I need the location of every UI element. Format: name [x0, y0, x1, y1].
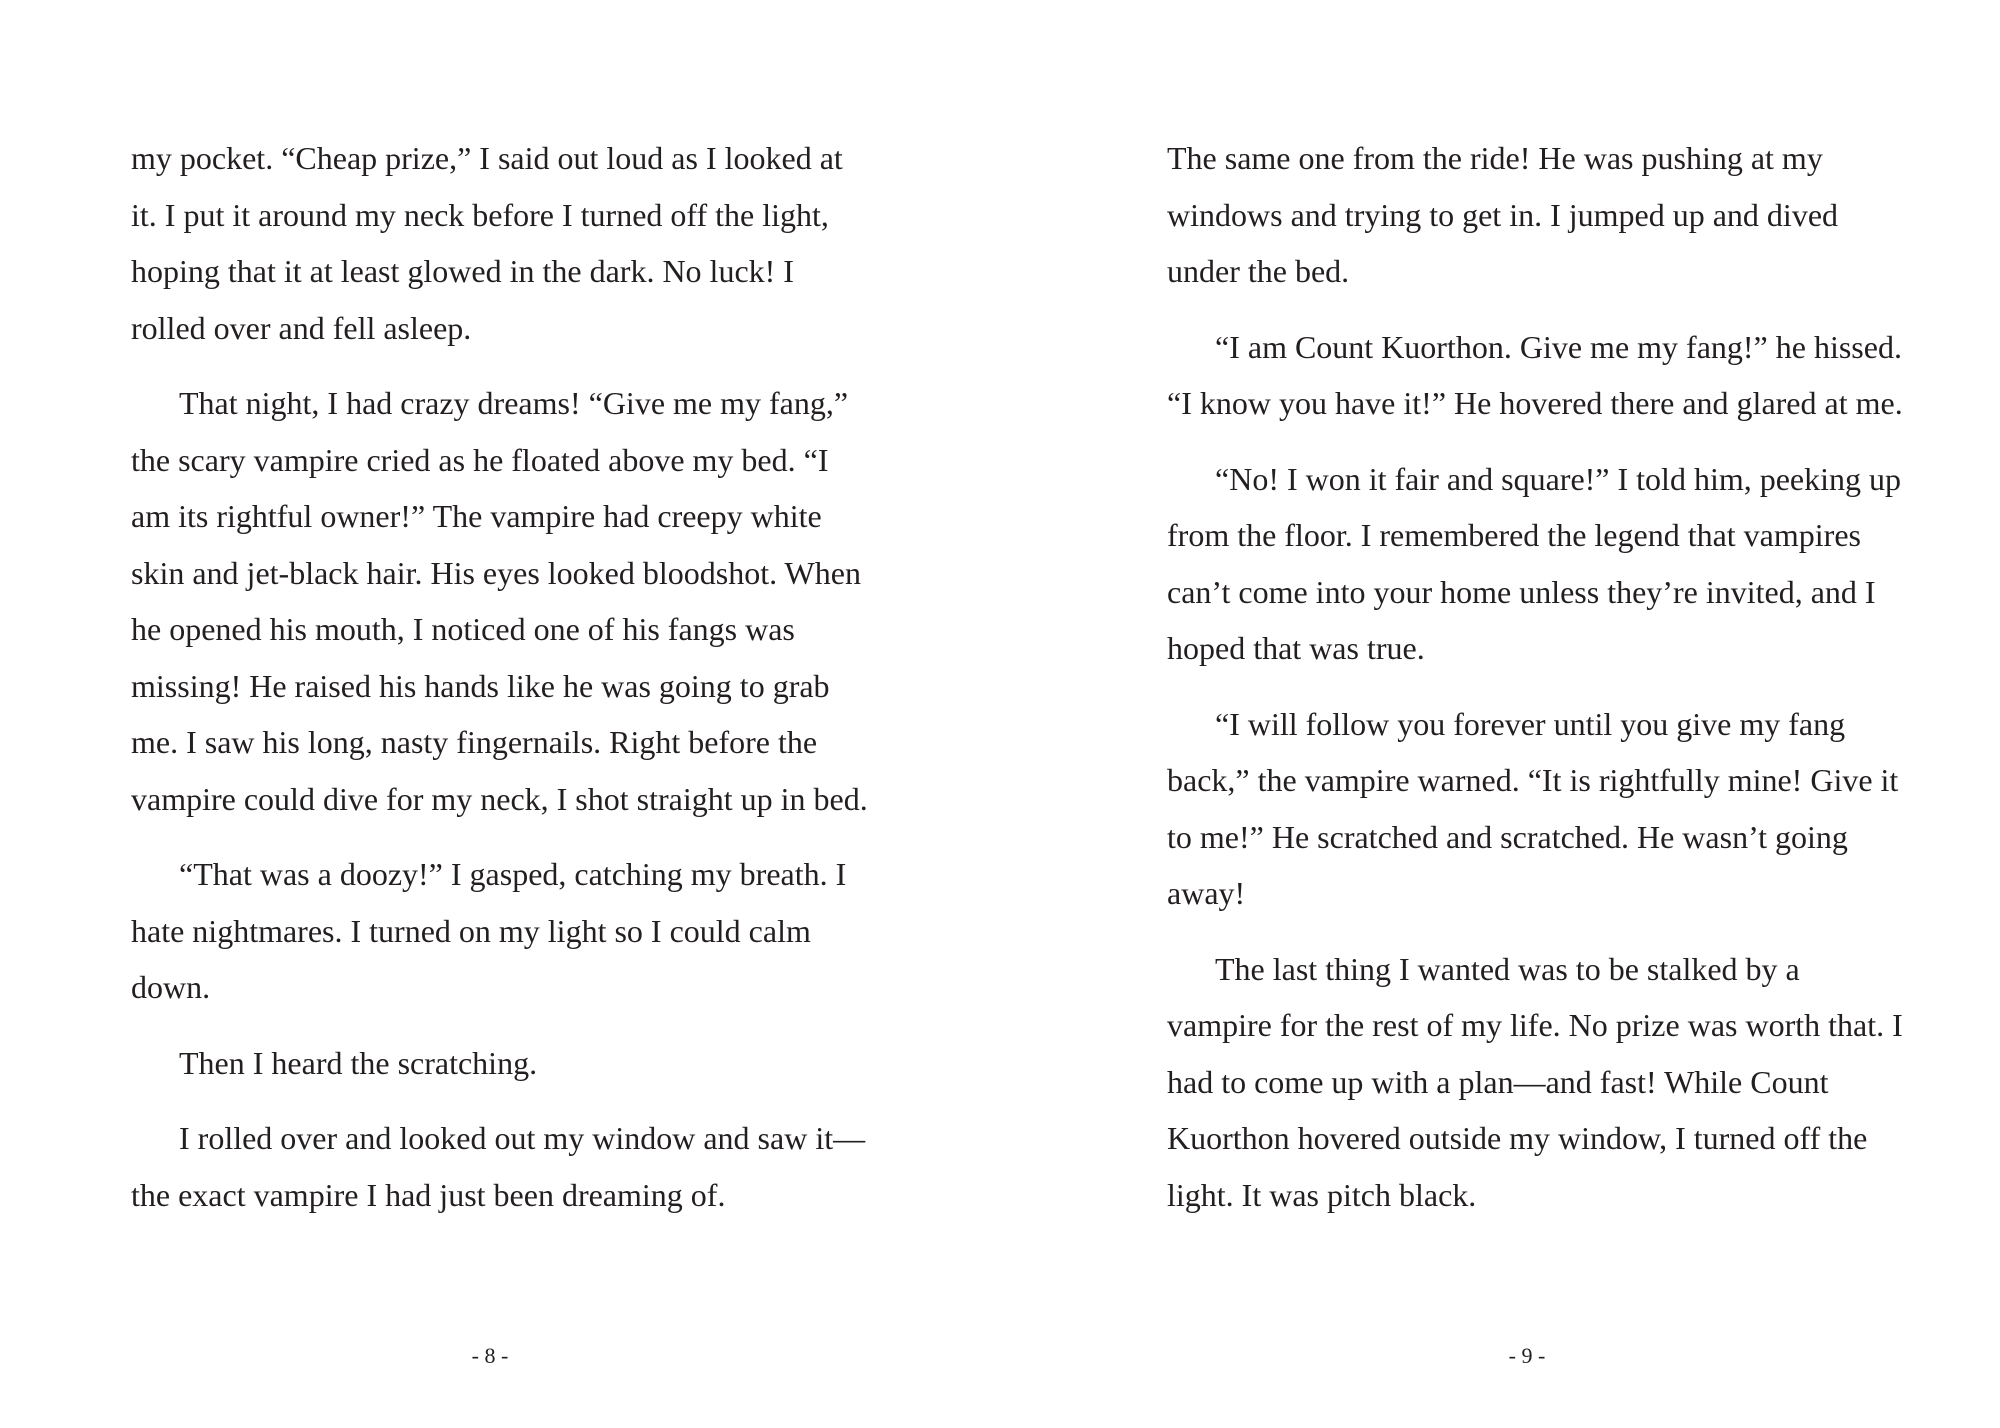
page-number-left: - 8 - — [471, 1343, 509, 1368]
paragraph: “That was a doozy!” I gasped, catching my breath. I hate nightmares. I turned on my light so I could calm down. — [131, 856, 847, 1005]
paragraph: The same one from the ride! He was pushing at my windows and trying to get in. I jumped up and dived under the bed. — [1167, 140, 1839, 289]
left-page — [131, 130, 871, 1330]
right-page — [1167, 130, 1907, 1330]
paragraph: Then I heard the scratching. — [179, 1044, 538, 1081]
paragraph: That night, I had crazy dreams! “Give me my fang,” the scary vampire cried as he floated above my bed. “I am its rightful owner!” The vampire had creepy white skin and jet-black hair. His eyes looked bloodshot. When he opened his mouth, I noticed one of his fangs was missing! He raised his hands like he was going to grab me. I saw his long, nasty fingernails. Right before the vampire could dive for my neck, I shot straight up in bed. — [131, 385, 868, 817]
paragraph: “No! I won it fair and square!” I told him, peeking up from the floor. I remembered the legend that vampires can’t come into your home unless they’re invited, and I hoped that was true. — [1167, 460, 1902, 666]
paragraph: my pocket. “Cheap prize,” I said out loud as I looked at it. I put it around my neck before I turned off the light, hoping that it at least glowed in the dark. No luck! I rolled over and fell asleep. — [131, 140, 843, 346]
paragraph: The last thing I wanted was to be stalked by a vampire for the rest of my life. No prize was worth that. I had to come up with a plan—and fast! While Count Kuorthon hovered outside my window, I turned off the light. It was pitch black. — [1167, 950, 1903, 1213]
paragraph: “I am Count Kuorthon. Give me my fang!” he hissed. “I know you have it!” He hovered there and glared at me. — [1167, 328, 1903, 421]
paragraph: I rolled over and looked out my window and saw it—the exact vampire I had just been dreaming of. — [131, 1120, 866, 1213]
page-number-right: - 9 - — [1508, 1343, 1546, 1368]
paragraph: “I will follow you forever until you give my fang back,” the vampire warned. “It is rightfully mine! Give it to me!” He scratched and scratched. He wasn’t going away! — [1167, 705, 1899, 911]
